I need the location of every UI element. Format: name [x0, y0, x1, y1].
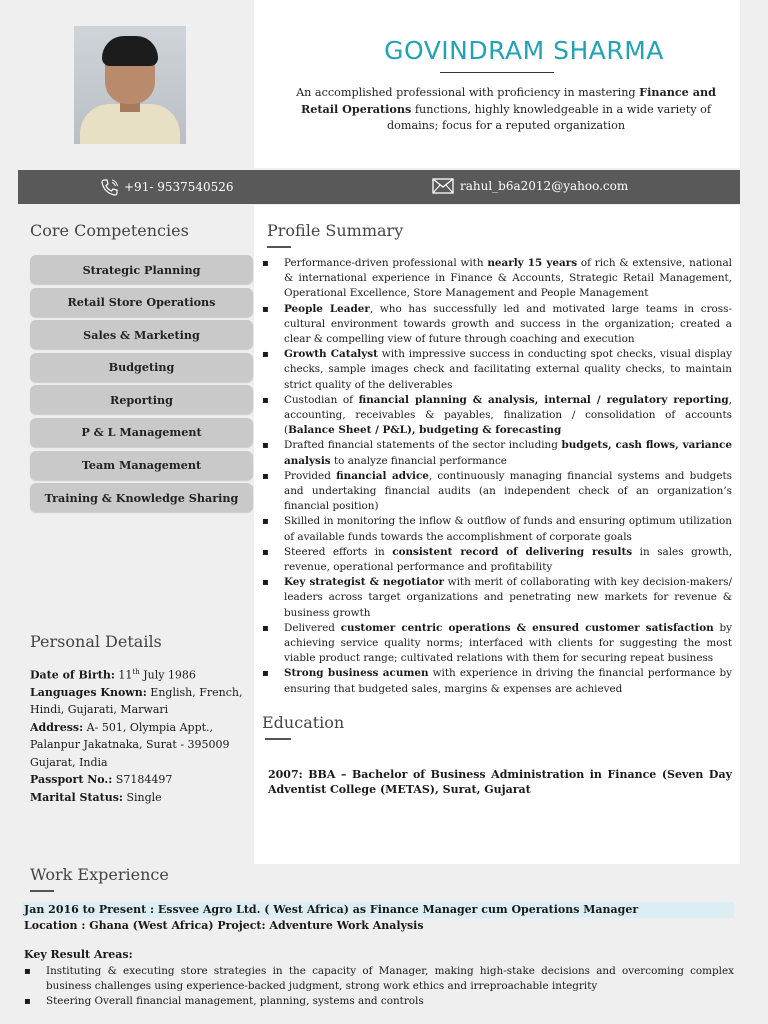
summary-item: ▪ Drafted financial statements of the sector including budgets, cash flows, variance analysis to analyze financial performance	[262, 438, 732, 468]
phone-contact[interactable]	[100, 178, 234, 196]
address-row: Address: A- 501, Olympia Appt., Palanpur Jakatnaka, Surat - 395009 Gujarat, India	[30, 720, 230, 769]
summary-item: ▪ Skilled in monitoring the inflow & outflow of funds and ensuring optimum utilization of available funds towards the accomplishment of corporate goals	[262, 514, 732, 544]
tagline-part: functions, highly knowledgeable in a wide variety of domains; focus for a reputed organization	[386, 103, 712, 132]
tagline-part: Finance and Retail Operations	[300, 85, 716, 116]
languages-row: Languages Known: English, French, Hindi, Gujarati, Marwari	[30, 686, 243, 717]
envelope-icon	[432, 178, 454, 194]
summary-item: ▪ Key strategist & negotiator with merit of collaborating with key decision-makers/ leaders across target organizations and penetrating new markets for revenue & business growth	[262, 575, 732, 621]
summary-item: ▪ Steered efforts in consistent record of delivering results in sales growth, revenue, operational performance and profitability	[262, 545, 732, 575]
core-competencies-title: Core Competencies	[30, 221, 189, 240]
name-divider	[440, 72, 554, 73]
education-title: Education	[262, 713, 345, 732]
contact-bar	[18, 170, 740, 204]
competency-item: Retail Store Operations	[30, 288, 253, 317]
competency-item: Budgeting	[30, 353, 253, 382]
competency-item: Strategic Planning	[30, 255, 253, 284]
phone-number: +91- 9537540526	[124, 180, 234, 194]
competency-item: Sales & Marketing	[30, 320, 253, 349]
summary-item: ▪ Performance-driven professional with nearly 15 years of rich & extensive, national & international experience in Finance & Accounts, Strategic Retail Management, Operational Excellence, Store Management and People Management	[262, 256, 732, 302]
competency-item: Team Management	[30, 451, 253, 480]
candidate-name: GOVINDRAM SHARMA	[384, 36, 664, 65]
profile-summary-title: Profile Summary	[267, 221, 404, 240]
tagline-part: An accomplished professional with proficiency in mastering	[296, 86, 640, 99]
education-entry: 2007: BBA – Bachelor of Business Administration in Finance (Seven Day Adventist College (METAS), Surat, Gujarat	[268, 768, 732, 797]
summary-item: ▪ Custodian of financial planning & analysis, internal / regulatory reporting, accounting, receivables & payables, finalization / consolidation of accounts (Balance Sheet / P&L), budgeting & forecasting	[262, 393, 732, 439]
phone-icon	[100, 178, 120, 196]
dob-row: Date of Birth: 11th July 1986	[30, 668, 196, 682]
marital-row: Marital Status: Single	[30, 790, 162, 804]
profile-summary-rule	[267, 246, 291, 248]
education-rule	[265, 738, 291, 740]
summary-item: ▪ Delivered customer centric operations & ensured customer satisfaction by achieving service quality norms; interfaced with clients for suggesting the most viable product range; cultivated relations with them for securing repeat business	[262, 621, 732, 667]
kra-list	[24, 964, 734, 1009]
tagline	[278, 84, 734, 134]
job-title-row: Jan 2016 to Present : Essvee Agro Ltd. ( West Africa) as Finance Manager cum Operations Manager	[22, 902, 734, 918]
competencies-list	[30, 255, 253, 516]
competency-item: P & L Management	[30, 418, 253, 447]
kra-item: ▪ Instituting & executing store strategies in the capacity of Manager, making high-stake decisions and overcoming complex business challenges using experience-backed judgment, strong work ethics and irreproachable integrity	[24, 964, 734, 994]
kra-title: Key Result Areas:	[24, 948, 133, 961]
summary-item: ▪ Strong business acumen with experience in driving the financial performance by ensuring that budgeted sales, margins & expenses are achieved	[262, 666, 732, 696]
summary-item: ▪ People Leader, who has successfully led and motivated large teams in cross-cultural environment towards growth and success in the organization; created a clear & compelling view of future through coaching and execution	[262, 302, 732, 348]
competency-item: Training & Knowledge Sharing	[30, 483, 253, 512]
passport-row: Passport No.: S7184497	[30, 773, 173, 787]
profile-photo	[74, 26, 186, 144]
personal-details-title: Personal Details	[30, 632, 162, 651]
job-location: Location : Ghana (West Africa) Project: Adventure Work Analysis	[24, 919, 424, 932]
competency-item: Reporting	[30, 385, 253, 414]
work-experience-title: Work Experience	[30, 865, 169, 884]
summary-item: ▪ Provided financial advice, continuously managing financial systems and budgets and undertaking financial audits (an independent check of an organization’s financial position)	[262, 469, 732, 515]
kra-item: ▪ Steering Overall financial management, planning, systems and controls	[24, 994, 734, 1009]
profile-summary-list	[262, 256, 732, 697]
summary-item: ▪ Growth Catalyst with impressive success in conducting spot checks, visual display checks, sample images check and facilitating external quality checks, to maintain strict quality of the deliverables	[262, 347, 732, 393]
personal-details	[30, 664, 250, 806]
email-address: rahul_b6a2012@yahoo.com	[460, 179, 629, 193]
work-experience-rule	[30, 890, 54, 892]
email-contact[interactable]	[432, 178, 628, 194]
